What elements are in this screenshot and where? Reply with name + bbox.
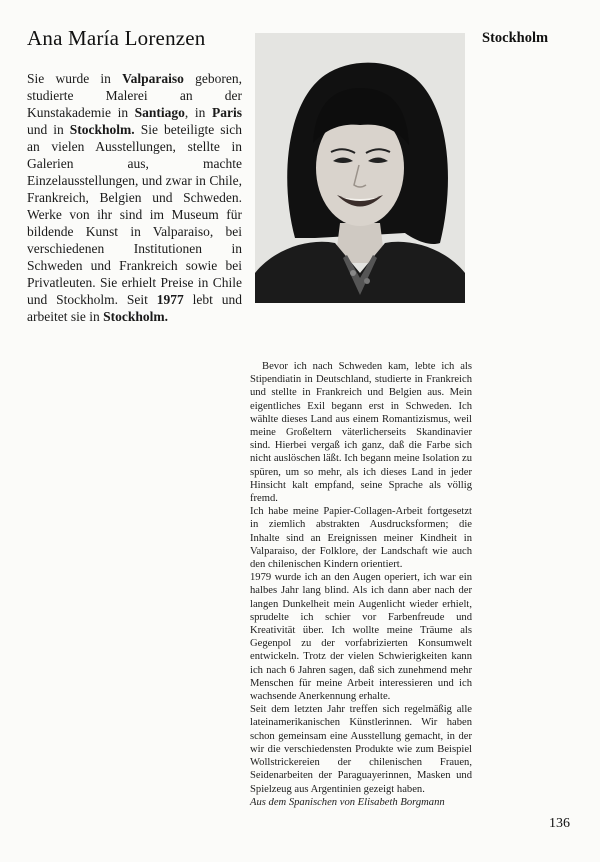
page-title: Ana María Lorenzen (27, 26, 206, 50)
bio-place: Paris (211, 105, 242, 120)
bio-text: und in (27, 122, 70, 137)
artist-bio (27, 70, 242, 325)
bio-text: Sie wurde in (27, 71, 123, 86)
bio-text: Sie beteiligte sich an vielen Ausstellungen, stellte in Galerien aus, machte Einzelausstellungen, und zwar in Chile, Frankreich, Belgien und Schweden. Werke von ihr sind im Museum für bildende Kunst in Valparaiso, bei verschiedenen Institutionen in Schweden und Frankreich sowie bei Privatleuten. Sie erhielt Preise in Chile und Stockholm. Seit (27, 122, 242, 307)
artist-portrait-photo (255, 33, 465, 303)
bio-place: Santiago (134, 105, 185, 120)
bio-place: Stockholm. (69, 122, 135, 137)
bio-year: 1977 (156, 292, 184, 307)
bio-place: Valparaiso (122, 71, 184, 86)
statement-paragraph: Bevor ich nach Schweden kam, lebte ich als Stipendiatin in Deutschland, studierte in Frankreich und stellte in Frankreich und Belgien aus. Mein eigentliches Exil begann erst in Schweden. Ich wählte dieses Land aus einem Romantizismus, weil meine Großeltern väterlicherseits Skandinavier sind. Hierbei vergaß ich ganz, daß die Farbe sich nicht auslöschen läßt. Ich begann meine Isolation zu spüren, um so mehr, als ich dieses Land in jeder Hinsicht kalt empfand, seine Sprache als völlig fremd. (250, 361, 472, 505)
statement-paragraph: Ich habe meine Papier-Collagen-Arbeit fortgesetzt in ziemlich abstrakten Ausdrucksformen; die Inhalte sind an Ereignissen meiner Kindheit in Valparaiso, der Folklore, der Landschaft wie auch den chilenischen Kindern orientiert. (250, 506, 472, 571)
translation-credit: Aus dem Spanischen von Elisabeth Borgmann (250, 796, 445, 808)
bio-text: , in (184, 105, 212, 120)
bio-place: Stockholm. (103, 309, 168, 324)
bio-text: lebt und arbeitet sie in (27, 292, 242, 324)
page-number: 136 (549, 816, 570, 831)
bio-text: geboren, studierte Malerei an der Kunstakademie in (27, 71, 242, 120)
statement-paragraph: Seit dem letzten Jahr treffen sich regelmäßig alle lateinamerikanischen Künstlerinnen. Wir haben schon gemeinsam eine Ausstellung gemacht, in der wir die verschiedensten Produkte wie zum Beispiel Wollstrickereien der chilenischen Frauen, Seidenarbeiten der Paraguayerinnen, Masken und Spielzeug aus Argentinien gezeigt haben. (250, 704, 472, 795)
statement-text (250, 360, 472, 809)
location-label: Stockholm (482, 30, 549, 46)
statement-paragraph: 1979 wurde ich an den Augen operiert, ich war ein halbes Jahr lang blind. Als ich dann aber nach der langen Dunkelheit mein Augenlicht wieder erhielt, sprudelte ich schier vor Farbenfreude und Kreativität über. Ich wollte meine Träume als Gegenpol zu der vorfabrizierten Konsumwelt entwickeln. Trotz der vielen Schwierigkeiten kann ich nach 6 Jahren sagen, daß sich zunehmend mehr Menschen für meine Arbeit interessieren und ich wachsende Anerkennung erhalte. (250, 572, 472, 703)
portrait-illustration (255, 33, 465, 303)
